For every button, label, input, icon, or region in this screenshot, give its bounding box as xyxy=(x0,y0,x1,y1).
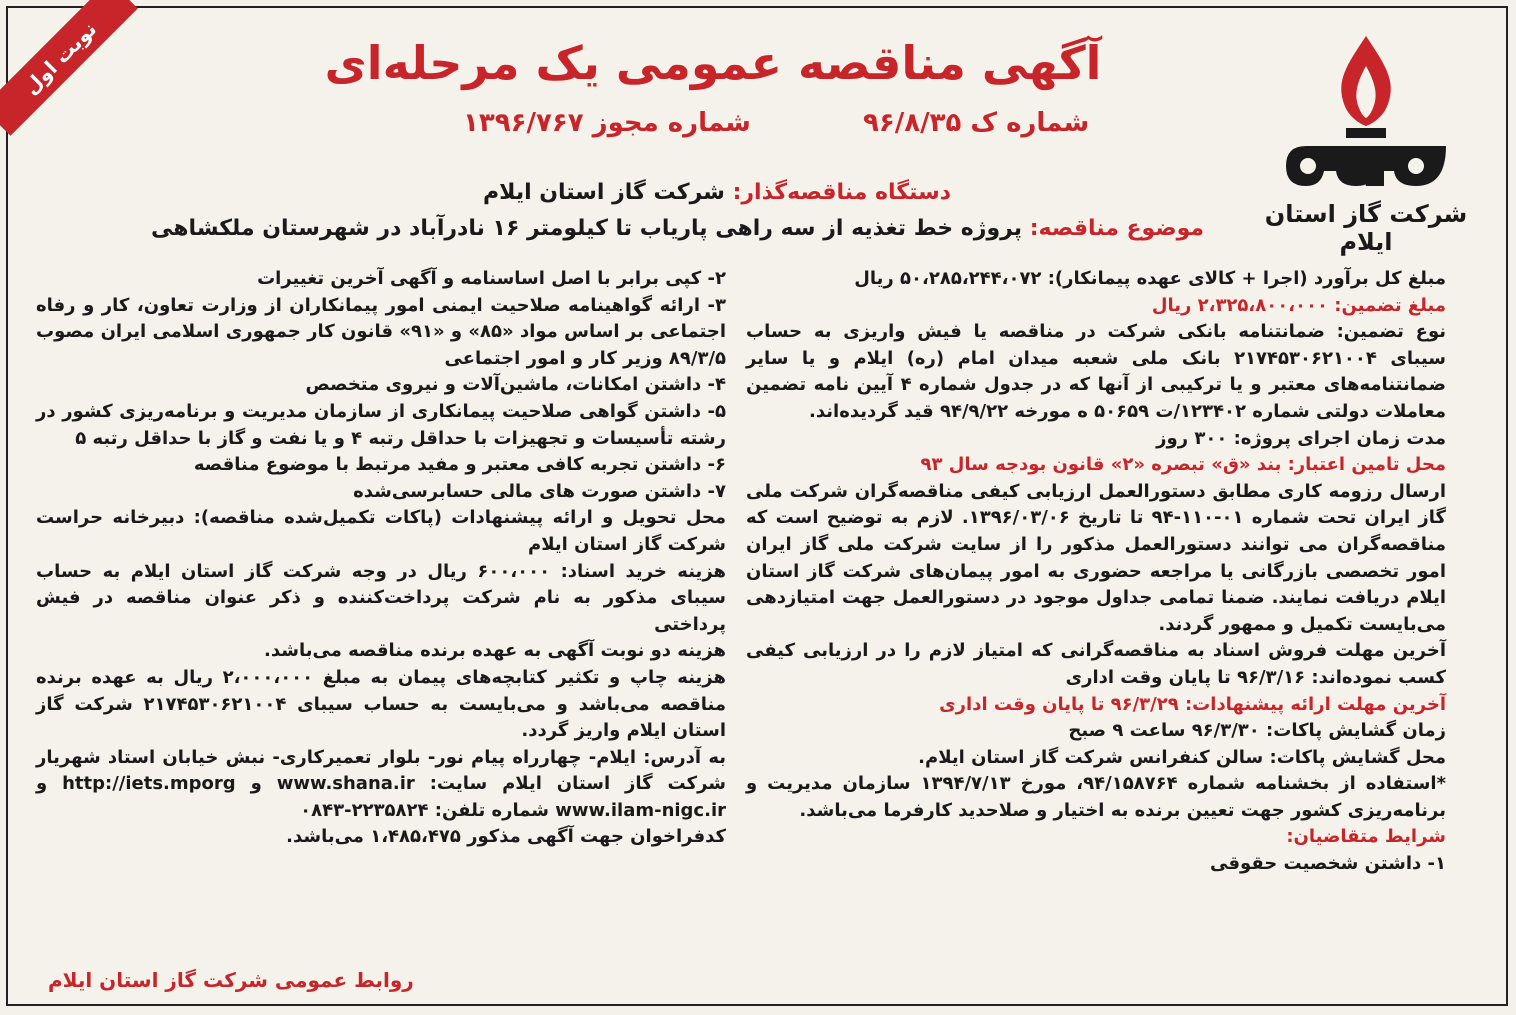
page-title: آگهی مناقصه عمومی یک مرحله‌ای xyxy=(324,36,1102,90)
gas-flame-logo-icon xyxy=(1266,26,1466,196)
right-column-paragraph: آخرین مهلت فروش اسناد به مناقصه‌گرانی که امتیاز لازم را در ارزیابی کیفی کسب نموده‌اند: ۹۶/۳/۱۶ تا پایان وقت اداری xyxy=(746,640,1446,688)
right-column-paragraph: ارسال رزومه کاری مطابق دستورالعمل ارزیابی کیفی مناقصه‌گران شرکت ملی گاز ایران تحت شماره ۰۱-۱۱۰-۹۴ تا تاریخ ۱۳۹۶/۰۳/۰۶. لازم به توضیح است که مناقصه‌گران می توانند دستورالعمل مذکور را از سایت شرکت ملی گاز ایران امور تخصصی بازرگانی یا مراجعه حضوری به امور پیمان‌های شرکت گاز استان ایلام دریافت نمایند. ضمنا تمامی جداول موجود در دستورالعمل جهت امتیازدهی می‌بایست تکمیل و ممهور گردند. xyxy=(746,480,1447,635)
right-column-paragraph: شرایط متقاضیان: xyxy=(1286,826,1446,848)
right-column-paragraph: محل گشایش پاکات: سالن کنفرانس شرکت گاز استان ایلام. xyxy=(918,746,1446,768)
left-column-paragraph: به آدرس: ایلام- چهارراه پیام نور- بلوار تعمیرکاری- نبش خیابان استاد شهریار شرکت گاز استان ایلام سایت: www.shana.ir و http://iets.mporg و www.ilam-nigc.ir شماره تلفن: ۲۲۳۵۸۲۴-۰۸۴۳ xyxy=(36,746,726,821)
left-column-paragraph: ۴- داشتن امکانات، ماشین‌آلات و نیروی متخصص xyxy=(305,374,726,396)
organizer-line xyxy=(483,180,951,205)
first-print-ribbon: نوبت اول xyxy=(0,0,138,136)
right-column-paragraph: مدت زمان اجرای پروژه: ۳۰۰ روز xyxy=(1156,427,1446,449)
left-column-paragraph: ۷- داشتن صورت های مالی حسابرسی‌شده xyxy=(353,480,726,502)
logo-caption: شرکت گاز استان ایلام xyxy=(1264,200,1468,256)
left-column-paragraph: کدفراخوان جهت آگهی مذکور ۱،۴۸۵،۴۷۵ می‌باشد. xyxy=(286,826,726,848)
left-column-paragraph: هزینه دو نوبت آگهی به عهده برنده مناقصه می‌باشد. xyxy=(264,640,726,662)
right-column xyxy=(746,266,1446,878)
right-column-paragraph: محل تامین اعتبار: بند «ق» تبصره «۲» قانون بودجه سال ۹۳ xyxy=(920,454,1446,476)
right-column-paragraph: ۱- داشتن شخصیت حقوقی xyxy=(1210,853,1446,875)
right-column-paragraph: *استفاده از بخشنامه شماره ۹۴/۱۵۸۷۶۴، مورخ ۱۳۹۴/۷/۱۳ سازمان مدیریت و برنامه‌ریزی کشور جهت تعیین برنده به اختیار و صلاحدید کارفرما می‌باشد. xyxy=(746,773,1447,821)
left-column-paragraph: ۳- ارائه گواهینامه صلاحیت ایمنی امور پیمانکاران از وزارت تعاون، کار و رفاه اجتماعی بر اساس مواد «۸۵» و «۹۱» قانون کار جمهوری اسلامی ایران مصوب ۸۹/۳/۵ وزیر کار و امور اجتماعی xyxy=(36,294,726,369)
left-column-paragraph: هزینه چاپ و تکثیر کتابچه‌های پیمان به مبلغ ۲،۰۰۰،۰۰۰ ریال به عهده برنده مناقصه می‌باشد و می‌بایست به حساب سیبای ۲۱۷۴۵۳۰۶۲۱۰۰۴ شرکت گاز استان ایلام واریز گردد. xyxy=(36,666,726,742)
left-column-paragraph: هزینه خرید اسناد: ۶۰۰،۰۰۰ ریال در وجه شرکت گاز استان ایلام به حساب سیبای مذکور به نام شرکت پرداخت‌کننده و ذکر عنوان مناقصه در فیش پرداختی xyxy=(36,560,726,635)
advertisement-page xyxy=(6,6,1508,1006)
right-column-paragraph: مبلغ تضمین: ۲،۳۲۵،۸۰۰،۰۰۰ ریال xyxy=(1151,294,1446,316)
company-logo xyxy=(1246,26,1486,256)
left-column-paragraph: ۵- داشتن گواهی صلاحیت پیمانکاری از سازمان مدیریت و برنامه‌ریزی کشور در رشته تأسیسات و تجهیزات با حداقل رتبه ۴ و یا نفت و گاز با حداقل رتبه ۵ xyxy=(36,400,726,449)
organizer-label: دستگاه مناقصه‌گذار: xyxy=(732,180,951,205)
permit-number: شماره مجوز ۱۳۹۶/۷۶۷ xyxy=(463,108,751,138)
organizer-value: شرکت گاز استان ایلام xyxy=(482,180,725,205)
subject-value: پروژه خط تغذیه از سه راهی پاریاب تا کیلومتر ۱۶ نادرآباد در شهرستان ملکشاهی xyxy=(151,216,1023,241)
subject-line xyxy=(151,216,1204,241)
right-column-paragraph: نوع تضمین: ضمانتنامه بانکی شرکت در مناقصه یا فیش واریزی به حساب سیبای ۲۱۷۴۵۳۰۶۲۱۰۰۴ بانک ملی شعبه میدان امام (ره) ایلام و یا سایر ضمانتنامه‌های معتبر و یا ترکیبی از آنها که در جدول شماره ۴ آیین نامه تضمین معاملات دولتی شماره ۱۲۳۴۰۲/ت ۵۰۶۵۹ ه مورخه ۹۴/۹/۲۲ قید گردیده‌اند. xyxy=(746,321,1446,422)
right-column-paragraph: زمان گشایش پاکات: ۹۶/۳/۳۰ ساعت ۹ صبح xyxy=(1068,720,1446,742)
tender-number: شماره ک ۹۶/۸/۳۵ xyxy=(863,108,1090,138)
right-column-paragraph: آخرین مهلت ارائه پیشنهادات: ۹۶/۳/۲۹ تا پایان وقت اداری xyxy=(939,693,1446,715)
left-column-paragraph: ۲- کپی برابر با اصل اساسنامه و آگهی آخرین تغییرات xyxy=(257,268,726,289)
subject-label: موضوع مناقصه: xyxy=(1029,216,1204,241)
right-column-paragraph: مبلغ کل برآورد (اجرا + کالای عهده پیمانکار): ۵۰،۲۸۵،۲۴۴،۰۷۲ ریال xyxy=(854,268,1446,289)
public-relations-footer: روابط عمومی شرکت گاز استان ایلام xyxy=(48,968,414,992)
left-column-paragraph: ۶- داشتن تجربه کافی معتبر و مفید مرتبط با موضوع مناقصه xyxy=(193,454,726,476)
left-column xyxy=(36,266,726,851)
left-column-paragraph: محل تحویل و ارائه پیشنهادات (پاکات تکمیل‌شده مناقصه): دبیرخانه حراست شرکت گاز استان ایلام xyxy=(36,507,726,555)
